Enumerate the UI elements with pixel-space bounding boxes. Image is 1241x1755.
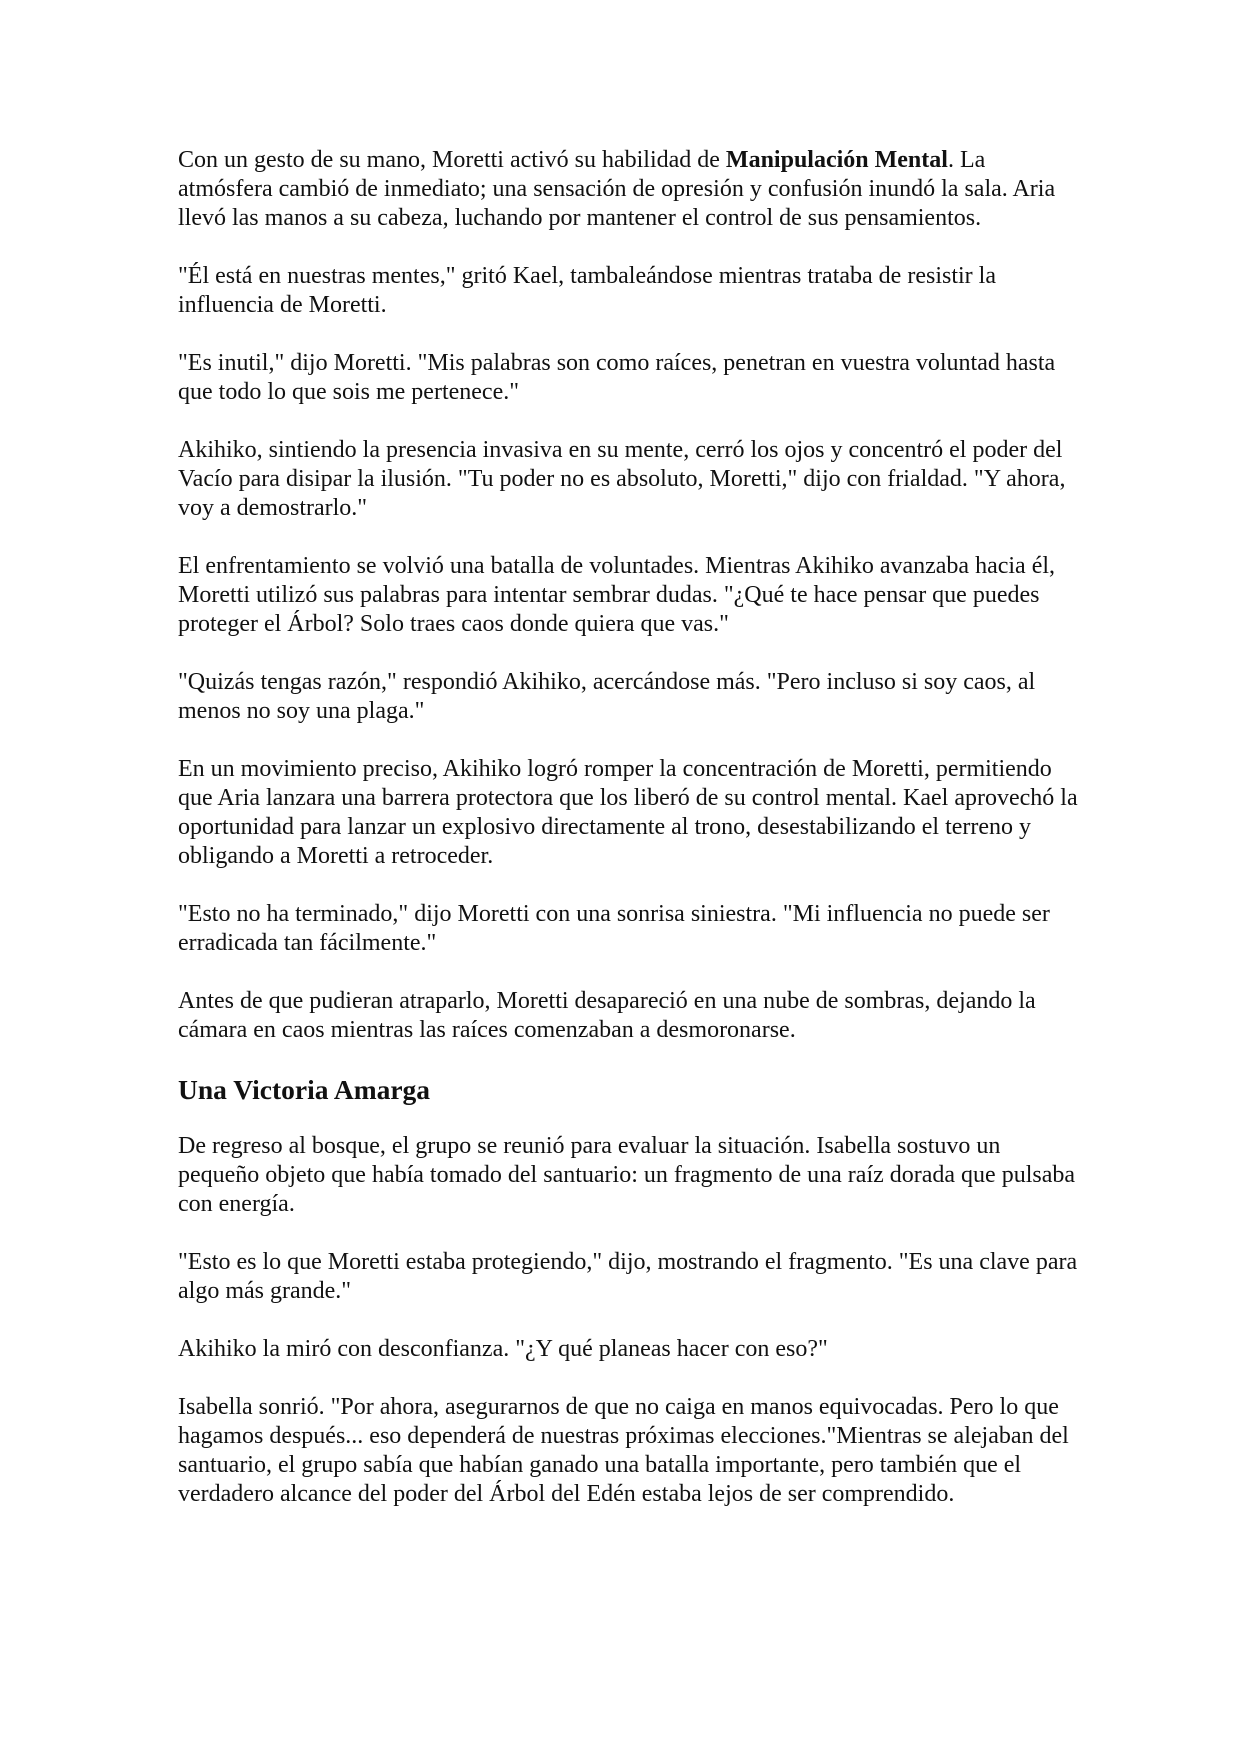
document-page xyxy=(178,146,1078,1538)
section-heading: Una Victoria Amarga xyxy=(178,1074,431,1105)
paragraph-4: Akihiko, sintiendo la presencia invasiva en su mente, cerró los ojos y concentró el poder del Vacío para disipar la ilusión. "Tu poder no es absoluto, Moretti," dijo con frialdad. "Y ahora, voy a demostrarlo." xyxy=(178,437,1066,521)
paragraph-8: "Esto no ha terminado," dijo Moretti con una sonrisa siniestra. "Mi influencia no puede ser erradicada tan fácilmente." xyxy=(178,901,1050,956)
paragraph-10: De regreso al bosque, el grupo se reunió para evaluar la situación. Isabella sostuvo un pequeño objeto que había tomado del santuario: un fragmento de una raíz dorada que pulsaba con energía. xyxy=(178,1133,1076,1217)
paragraph-2: "Él está en nuestras mentes," gritó Kael, tambaleándose mientras trataba de resistir la influencia de Moretti. xyxy=(178,263,996,318)
paragraph-5: El enfrentamiento se volvió una batalla de voluntades. Mientras Akihiko avanzaba hacia él, Moretti utilizó sus palabras para intentar sembrar dudas. "¿Qué te hace pensar que puedes proteger el Árbol? Solo traes caos donde quiera que vas." xyxy=(178,553,1056,637)
paragraph-9: Antes de que pudieran atraparlo, Moretti desapareció en una nube de sombras, dejando la cámara en caos mientras las raíces comenzaban a desmoronarse. xyxy=(178,988,1036,1043)
paragraph-1-text-start: Con un gesto de su mano, Moretti activó su habilidad de xyxy=(178,147,726,173)
paragraph-11: "Esto es lo que Moretti estaba protegiendo," dijo, mostrando el fragmento. "Es una clave para algo más grande." xyxy=(178,1249,1078,1304)
paragraph-13: Isabella sonrió. "Por ahora, asegurarnos de que no caiga en manos equivocadas. Pero lo que hagamos después... eso dependerá de nuestras próximas elecciones."Mientras se alejaban del santuario, el grupo sabía que habían ganado una batalla importante, pero también que el verdadero alcance del poder del Árbol del Edén estaba lejos de ser comprendido. xyxy=(178,1394,1069,1507)
paragraph-3: "Es inutil," dijo Moretti. "Mis palabras son como raíces, penetran en vuestra voluntad hasta que todo lo que sois me pertenece." xyxy=(178,350,1056,405)
paragraph-1 xyxy=(178,146,1078,233)
paragraph-7: En un movimiento preciso, Akihiko logró romper la concentración de Moretti, permitiendo que Aria lanzara una barrera protectora que los liberó de su control mental. Kael aprovechó la oportunidad para lanzar un explosivo directamente al trono, desestabilizando el terreno y obligando a Moretti a retroceder. xyxy=(178,756,1078,869)
paragraph-12: Akihiko la miró con desconfianza. "¿Y qué planeas hacer con eso?" xyxy=(178,1336,828,1362)
paragraph-6: "Quizás tengas razón," respondió Akihiko, acercándose más. "Pero incluso si soy caos, al menos no soy una plaga." xyxy=(178,669,1036,724)
paragraph-1-text-end: . La atmósfera cambió de inmediato; una sensación de opresión y confusión inundó la sala. Aria llevó las manos a su cabeza, luchando por mantener el control de sus pensamientos. xyxy=(178,147,1056,231)
bold-term: Manipulación Mental xyxy=(725,147,948,173)
